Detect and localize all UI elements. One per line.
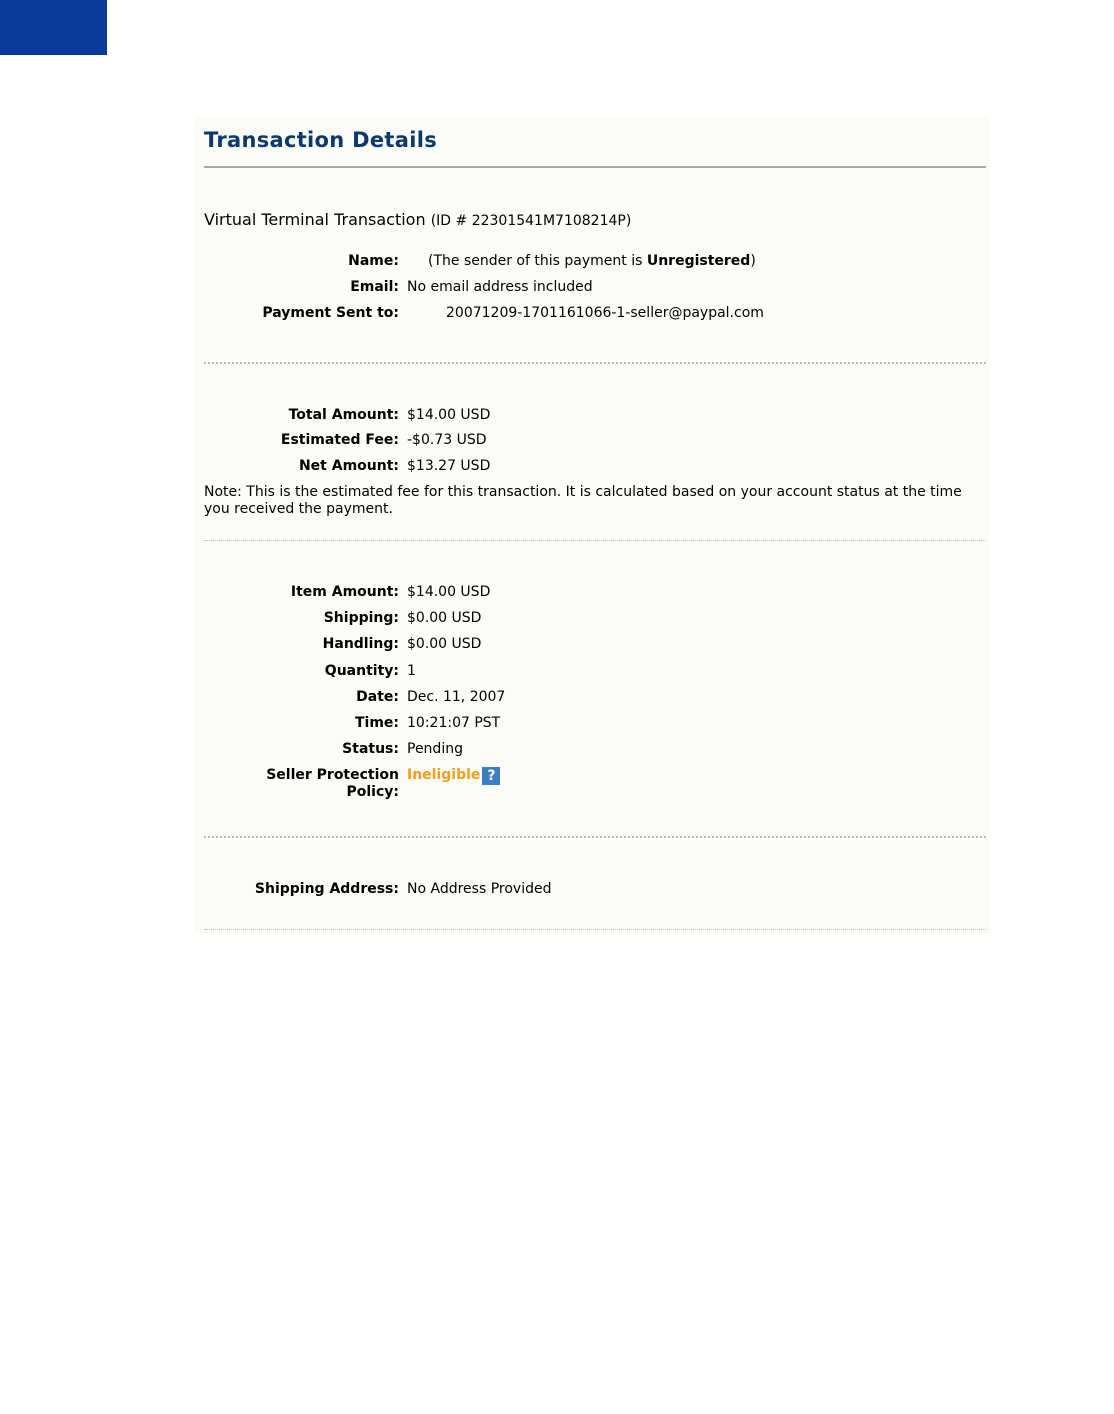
payment-sent-to-row <box>204 305 986 325</box>
date-row <box>204 689 986 709</box>
title-divider <box>204 166 986 168</box>
item-amount-label: Item Amount: <box>290 584 399 600</box>
transaction-type: Virtual Terminal Transaction <box>204 210 426 229</box>
quantity-label: Quantity: <box>324 663 399 679</box>
email-value: No email address included <box>407 279 593 295</box>
net-label: Net Amount: <box>298 458 399 474</box>
shipping-address-row <box>204 881 986 901</box>
registration-status: Unregistered <box>646 253 751 269</box>
seller-protection-value <box>407 767 500 785</box>
quantity-value: 1 <box>407 663 416 679</box>
total-label: Total Amount: <box>288 407 399 423</box>
quantity-row <box>204 663 986 683</box>
estimated-fee-row <box>204 432 986 452</box>
shipping-value: $0.00 USD <box>407 610 482 626</box>
fee-note: Note: This is the estimated fee for this transaction. It is calculated based on your account status at the time you received the payment. <box>204 484 962 517</box>
sent-to-label: Payment Sent to: <box>262 305 399 321</box>
status-value: Pending <box>407 741 463 757</box>
net-amount-row <box>204 458 986 478</box>
name-label: Name: <box>348 253 399 269</box>
status-row <box>204 741 986 761</box>
shipping-address-value: No Address Provided <box>407 881 552 897</box>
transaction-heading <box>204 210 631 229</box>
email-label: Email: <box>350 279 399 295</box>
shipping-label: Shipping: <box>323 610 399 626</box>
name-value: (The sender of this payment is Unregistered) <box>428 253 756 269</box>
question-mark-icon[interactable]: ? <box>482 767 500 785</box>
time-row <box>204 715 986 735</box>
section-divider <box>204 362 986 364</box>
transaction-id: (ID # 22301541M7108214P) <box>430 213 632 229</box>
item-amount-row <box>204 584 986 604</box>
item-amount-value: $14.00 USD <box>407 584 491 600</box>
handling-label: Handling: <box>322 636 399 652</box>
corner-tab <box>0 0 107 55</box>
shipping-row <box>204 610 986 630</box>
handling-row <box>204 636 986 656</box>
date-label: Date: <box>356 689 399 705</box>
section-divider <box>204 540 986 541</box>
fee-value: -$0.73 USD <box>407 432 487 448</box>
transaction-details-panel <box>194 116 990 934</box>
page-title: Transaction Details <box>204 128 438 152</box>
sender-email-row <box>204 279 986 299</box>
time-label: Time: <box>354 715 399 731</box>
seller-protection-label: Seller Protection Policy: <box>266 767 399 800</box>
handling-value: $0.00 USD <box>407 636 482 652</box>
net-value: $13.27 USD <box>407 458 491 474</box>
section-divider <box>204 836 986 838</box>
ineligible-link[interactable]: Ineligible <box>407 767 481 783</box>
seller-protection-row <box>204 767 986 803</box>
status-label: Status: <box>342 741 399 757</box>
sent-to-value: 20071209-1701161066-1-seller@paypal.com <box>446 305 764 321</box>
sender-name-row <box>204 253 986 273</box>
section-divider <box>204 929 986 930</box>
total-amount-row <box>204 407 986 427</box>
total-value: $14.00 USD <box>407 407 491 423</box>
shipping-address-label: Shipping Address: <box>254 881 399 897</box>
date-value: Dec. 11, 2007 <box>407 689 506 705</box>
fee-label: Estimated Fee: <box>280 432 399 448</box>
time-value: 10:21:07 PST <box>407 715 501 731</box>
